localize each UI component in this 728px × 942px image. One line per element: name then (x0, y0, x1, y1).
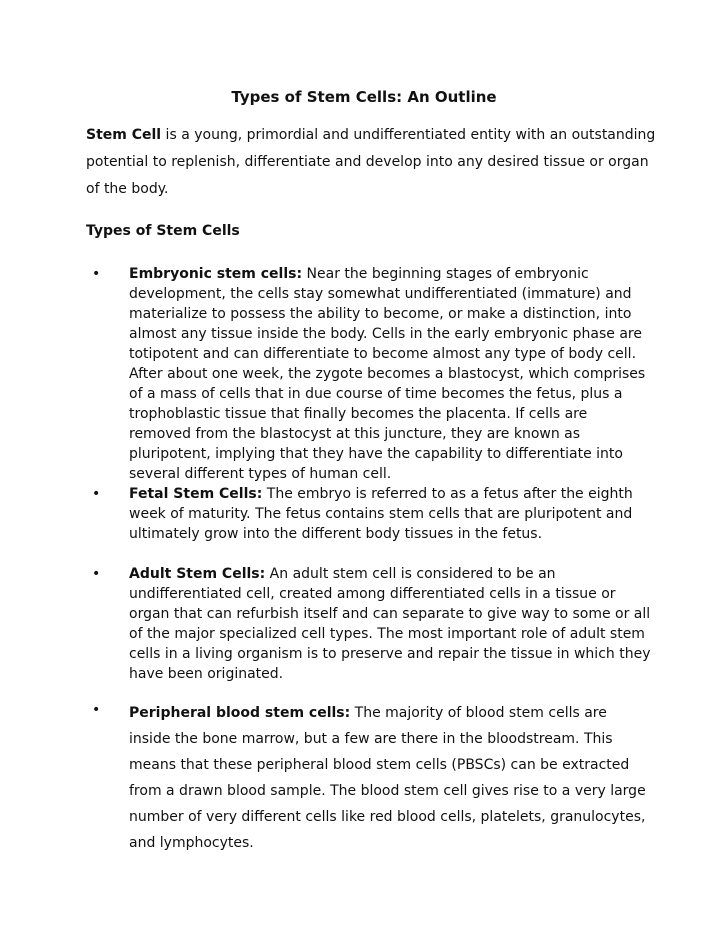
list-item-body (129, 264, 652, 484)
list-item-peripheral-blood (92, 700, 652, 856)
bullet-icon: • (92, 566, 101, 582)
list-item-term: Peripheral blood stem cells: (129, 705, 351, 721)
list-item-term: Fetal Stem Cells: (129, 486, 263, 502)
list-item-text: An adult stem cell is considered to be an undifferentiated cell, created among differentiated cells in a tissue or organ that can refurbish itself and can separate to give way to some or all of the major specialized cell types. The most important role of adult stem cells in a living organism is to preserve and repair the tissue in which they have been originated. (129, 566, 651, 682)
section-heading: Types of Stem Cells (86, 223, 240, 239)
bullet-icon: • (92, 702, 101, 718)
document-title: Types of Stem Cells: An Outline (231, 88, 497, 106)
list-item-body (129, 700, 652, 856)
intro-paragraph (86, 122, 656, 203)
list-item-text: Near the beginning stages of embryonic development, the cells stay somewhat undifferentiated (immature) and materialize to possess the ability to become, or make a distinction, into almost any tissue inside the body. Cells in the early embryonic phase are totipotent and can differentiate to become almost any type of body cell. After about one week, the zygote becomes a blastocyst, which comprises of a mass of cells that in due course of time becomes the fetus, plus a trophoblastic tissue that finally becomes the placenta. If cells are removed from the blastocyst at this juncture, they are known as pluripotent, implying that they have the capability to differentiate into several different types of human cell. (129, 266, 646, 482)
list-item-adult (92, 564, 652, 684)
intro-term: Stem Cell (86, 127, 162, 143)
bullet-icon: • (92, 486, 101, 502)
bullet-icon: • (92, 266, 101, 282)
list-item-fetal (92, 484, 652, 544)
intro-text: is a young, primordial and undifferentiated entity with an outstanding potential to replenish, differentiate and develop into any desired tissue or organ of the body. (86, 127, 656, 197)
list-item-body (129, 564, 652, 684)
list-item-text: The embryo is referred to as a fetus after the eighth week of maturity. The fetus contains stem cells that are pluripotent and ultimately grow into the different body tissues in the fetus. (129, 486, 633, 542)
list-item-text: The majority of blood stem cells are inside the bone marrow, but a few are there in the bloodstream. This means that these peripheral blood stem cells (PBSCs) can be extracted from a drawn blood sample. The blood stem cell gives rise to a very large number of very different cells like red blood cells, platelets, granulocytes, and lymphocytes. (129, 705, 646, 851)
list-item-embryonic (92, 264, 652, 484)
list-item-term: Embryonic stem cells: (129, 266, 303, 282)
list-item-body (129, 484, 652, 544)
list-item-term: Adult Stem Cells: (129, 566, 266, 582)
